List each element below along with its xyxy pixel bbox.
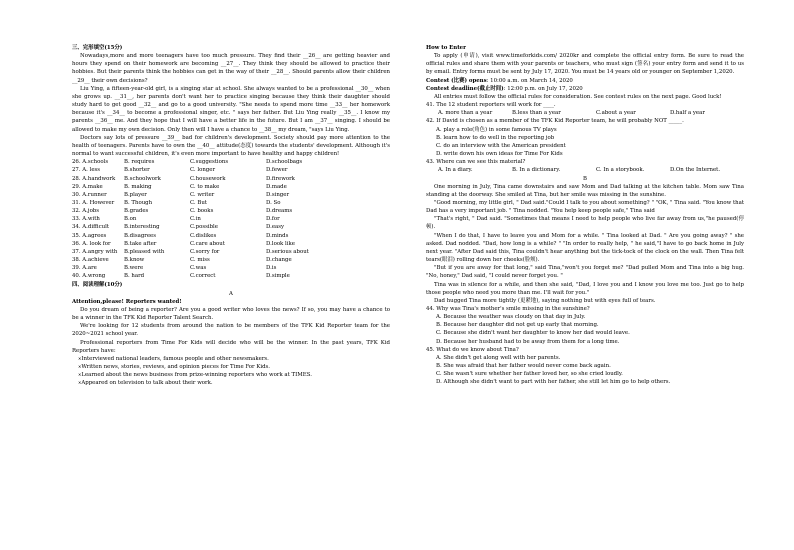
q45-option: C. She wasn't sure whether her father loved her, so she cried loudly. <box>436 371 623 378</box>
passage-b-paragraph: "That's right, " Dad said. "Sometimes that means I need to help people who live far away from us,"he paused(停顿). <box>426 216 744 231</box>
passage-b-paragraph: Dad hugged Tina more tightly (更紧地), saying nothing but with eyes full of tears. <box>434 297 656 304</box>
cloze-option: C. longer <box>190 167 216 174</box>
bullet-text: Appeared on television to talk about their work. <box>81 380 213 387</box>
cloze-option: 29. A.make <box>72 183 103 190</box>
cloze-option: B.disagrees <box>124 232 157 239</box>
passage-b-paragraph: One morning in July, Tina came downstairs and saw Mom and Dad talking at the kitchen table. Mom saw Tina standing at the doorway. She smiled at Tina, but her smile was missing in the sunshine. <box>426 183 744 198</box>
cloze-option: 39. A.are <box>72 265 97 272</box>
cloze-option: 33. A.with <box>72 216 100 223</box>
cloze-option: D.minds <box>266 232 289 239</box>
cloze-option: 38. A.achieve <box>72 257 109 264</box>
cloze-option-row <box>72 232 390 240</box>
bullet-icon: ✕ <box>78 355 82 361</box>
cloze-option: B.on <box>124 216 137 223</box>
cloze-option: D.schoolbags <box>266 159 303 166</box>
q41-option: B.less than a year <box>512 110 561 117</box>
cloze-option: B. hard <box>124 273 145 280</box>
cloze-option: B.know <box>124 257 145 264</box>
contest-opens-value: : 10:00 a.m. on March 14, 2020 <box>486 77 573 84</box>
cloze-options <box>72 158 390 280</box>
cloze-option: 31. A. However <box>72 199 115 206</box>
q41-option: C.about a year <box>596 110 636 117</box>
cloze-option: D. So <box>266 199 281 206</box>
cloze-option: B. Though <box>124 199 153 206</box>
cloze-option: D.simple <box>266 273 290 280</box>
cloze-option: C.in <box>190 216 201 223</box>
passage-b-paragraph: Tina was in silence for a while, and then she said, "Dad, I love you and I know you love me too. Just go to help those people who need you more than me. I'll wait for you." <box>426 281 744 296</box>
cloze-paragraph: Liu Ying, a fifteen-year-old girl, is a singing star at school. She always wanted to be a professional __30__ when she grows up. __31__, her parents don't want her to practice singing because they think their daughter should study hard to get good __32__ and go to a good university. "She needs to spend more time __33__ her homework because it's __34__ to become a professional singer, etc. " says her father. But Liu Ying really __35__. I know my parents __36__ me. And they hope that I will have a better life in the future. But I am __37__ singing. I should be allowed to make my own decision. Only then will I have a chance to __38__ my dream, "says Liu Ying. <box>72 85 390 133</box>
cloze-option: 28. A.handwork <box>72 175 116 182</box>
cloze-option: 37. A.angry with <box>72 248 118 255</box>
q42-option: D. write down his own ideas for Time For Kids <box>436 151 563 158</box>
cloze-option: 27. A. less <box>72 167 101 174</box>
passage-a-label: A <box>229 290 233 297</box>
passage-a-bullets <box>72 355 390 388</box>
cloze-option-row <box>72 158 390 166</box>
passage-a-paragraph: Do you dream of being a reporter? Are you a good writer who loves the news? If so, you may have a chance to be a winner in the TFK Kid Reporter Talent Search. <box>72 307 390 322</box>
cloze-option: 30. A.runner <box>72 191 107 198</box>
q45-option: A. She didn't get along well with her parents. <box>436 354 561 361</box>
cloze-option: 26. A.schools <box>72 159 109 166</box>
bullet-text: Interviewed national leaders, famous people and other newsmakers. <box>81 355 269 362</box>
q45-option: B. She was afraid that her father would never come back again. <box>436 363 611 370</box>
cloze-option: B.player <box>124 191 147 198</box>
cloze-option: B.shorter <box>124 167 150 174</box>
q41-option: D.half a year <box>670 110 705 117</box>
cloze-option: B.take after <box>124 240 157 247</box>
cloze-option: C.possible <box>190 224 218 231</box>
cloze-option-row <box>72 207 390 215</box>
cloze-option: B.grades <box>124 208 149 215</box>
cloze-option: B.were <box>124 265 144 272</box>
cloze-option: D.easy <box>266 224 285 231</box>
q43-option: A. In a diary. <box>438 167 473 174</box>
cloze-option: D.is <box>266 265 277 272</box>
q42-option: B. learn how to do well in the reporting job <box>436 134 555 141</box>
section3-title: 三、完形填空(15分) <box>72 45 123 51</box>
contest-deadline-label: Contest deadline(截止时间) <box>426 85 504 92</box>
cloze-option-row <box>72 215 390 223</box>
contest-deadline-value: : 12:00 p.m. on July 17, 2020 <box>503 85 583 92</box>
cloze-option: C. miss <box>190 257 210 264</box>
cloze-option: D.for <box>266 216 280 223</box>
passage-b-paragraph: "But if you are away for that long," said Tina,"won't you forget me? "Dad pulled Mom and Tina into a big hug. "No, honey," Dad said, "I could never forget you. " <box>426 265 744 280</box>
left-column <box>72 44 390 388</box>
passage-b-paragraph: "Good morning, my little girl, " Dad said."Could I talk to you about something? " "OK, " Tina said. "You know that Dad has a very important job. " Tina nodded. "You help keep people safe," Tina said <box>426 199 744 215</box>
cloze-option-row <box>72 183 390 191</box>
q42-option: C. do an interview with the American president <box>436 142 566 149</box>
cloze-option: D.fewer <box>266 167 288 174</box>
cloze-option: C. books <box>190 208 214 215</box>
cloze-option: C.housework <box>190 175 226 182</box>
cloze-option: C. to make <box>190 183 220 190</box>
q43-options <box>426 166 744 174</box>
cloze-option-row <box>72 248 390 256</box>
cloze-option-row <box>72 199 390 207</box>
cloze-option-row <box>72 191 390 199</box>
cloze-passage <box>72 52 390 158</box>
bullet-item <box>72 363 390 371</box>
bullet-icon: ✕ <box>78 380 82 386</box>
passage-a-paragraph: Professional reporters from Time For Kids will decide who will be the winner. In the past years, TFK Kid Reporters have: <box>72 339 390 354</box>
how-to-enter-text: To apply (申请), visit www.timeforkids.com/ 2020kr and complete the official entry form. Be sure to read the official rules and share them with your parents or teachers, who must sign (签名) your entry form and send it to us by email. Entry forms must be sent by July 17, 2020. You must be 14 years old or younger on September 1,2020. <box>426 53 744 76</box>
q44-option: B. Because her daughter did not get up early that morning. <box>436 322 599 329</box>
cloze-option-row <box>72 264 390 272</box>
cloze-paragraph: Nowadays,more and more teenagers have too much pressure. They find their __26__ are getting heavier and hours they spend on their homework are becoming __27__. They think they should be allowed to practice their hobbies. But their parents think the hobbies can get in the way of their __28__. Should parents allow their children __29__ their own decisions? <box>72 53 390 84</box>
question-43: 43. Where can we see this material? <box>426 159 526 166</box>
bullet-icon: ✕ <box>78 364 82 370</box>
cloze-option-row <box>72 272 390 280</box>
q45-option: D. Although she didn't want to part with her father, she still let him go to help others. <box>436 379 671 386</box>
contest-opens <box>426 77 744 85</box>
rules-note: All entries must follow the official rules for consideration. See contest rules on the next page. Good luck! <box>434 93 722 100</box>
cloze-option: C.suggestions <box>190 159 229 166</box>
cloze-option: D.change <box>266 257 292 264</box>
cloze-option: 36. A. look for <box>72 240 111 247</box>
cloze-option: D.look like <box>266 240 295 247</box>
passage-a-title: Attention,please! Reporters wanted! <box>72 298 182 305</box>
cloze-option: B.schoolwork <box>124 175 161 182</box>
cloze-option-row <box>72 223 390 231</box>
q41-option: A. more than a year <box>438 110 493 117</box>
q43-option: C. In a storybook. <box>596 167 645 174</box>
q44-option: A. Because the weather was cloudy on that day in July. <box>436 314 586 321</box>
cloze-option: B. making <box>124 183 152 190</box>
bullet-item <box>72 371 390 379</box>
cloze-option: 35. A.agrees <box>72 232 107 239</box>
bullet-text: Written news, stories, reviews, and opinion pieces for Time For Kids. <box>81 364 271 371</box>
q42-option: A. play a role(角色) in some famous TV plays <box>436 126 557 133</box>
cloze-option: D.serious about <box>266 248 309 255</box>
cloze-option: D.made <box>266 183 287 190</box>
bullet-icon: ✕ <box>78 372 82 378</box>
cloze-option-row <box>72 256 390 264</box>
cloze-option: B.interesting <box>124 224 160 231</box>
q44-option: D. Because her husband had to be away from them for a long time. <box>436 338 620 345</box>
right-column <box>426 44 744 387</box>
section4-title: 四、阅读理解(10分) <box>72 281 123 288</box>
q43-option: D.On the Internet. <box>670 167 721 174</box>
passage-b-label: B <box>583 175 587 182</box>
cloze-option: B. requires <box>124 159 155 166</box>
q43-option: B. In a dictionary. <box>512 167 561 174</box>
contest-deadline <box>426 85 744 93</box>
question-41: 41. The 12 student reporters will work for ____. <box>426 102 556 109</box>
cloze-option: C.sorry for <box>190 248 220 255</box>
passage-a-paragraph: We're looking for 12 students from around the nation to be members of the TFK Kid Reporter team for the 2020~2021 school year. <box>72 323 390 338</box>
cloze-option: C.correct <box>190 273 216 280</box>
cloze-option: C.care about <box>190 240 225 247</box>
question-44: 44. Why was Tina's mother's smile missing in the sunshine? <box>426 306 590 312</box>
passage-b-paragraph: "When I do that, I have to leave you and Mom for a while. " Tina looked at Dad. " Are you going away? " she asked. Dad nodded. "Dad, how long is a while? " "In order to really help, " he said,"I have to go back home in July next year. "After Dad said this, Tina couldn't hear anything but the tick-tock of the clock on the wall. Then Tina felt tears(眼泪) rolling down her cheeks(脸颊). <box>426 232 744 264</box>
cloze-paragraph: Doctors say lots of pressure __39__ bad for children's development. Society should pay more attention to the health of teenagers. Parents have to own the __40__ attitude(态度) towards the students' development. Although it's normal to want successful children, it's even more important to have healthy and happy children! <box>72 134 390 158</box>
cloze-option: B.pleased with <box>124 248 165 255</box>
cloze-option-row <box>72 240 390 248</box>
contest-opens-label: Contest (比赛) opens <box>426 77 487 84</box>
q44-option: C. Because she didn't want her daughter to know her dad would leave. <box>436 330 630 337</box>
bullet-item <box>72 379 390 387</box>
cloze-option-row <box>72 175 390 183</box>
cloze-option-row <box>72 166 390 174</box>
cloze-option: C.was <box>190 265 207 272</box>
cloze-option: D.firework <box>266 175 295 182</box>
question-42: 42. If David is chosen as a member of the TFK Kid Reporter team, he will probably NOT _____. <box>426 118 684 125</box>
cloze-option: 34. A.difficult <box>72 224 110 231</box>
cloze-option: 40. A.wrong <box>72 273 106 280</box>
cloze-option: C.dislikes <box>190 232 217 239</box>
bullet-text: Learned about the news business from prize-winning reporters who work at TIMES. <box>81 372 312 379</box>
cloze-option: D.dreams <box>266 208 293 215</box>
q41-options <box>426 109 744 117</box>
cloze-option: C. But <box>190 199 207 206</box>
cloze-option: C. writer <box>190 191 215 198</box>
how-to-enter-title: How to Enter <box>426 45 466 51</box>
bullet-item <box>72 355 390 363</box>
cloze-option: D.singer <box>266 191 290 198</box>
question-45: 45. What do we know about Tina? <box>426 346 519 353</box>
cloze-option: 32. A.jobs <box>72 208 100 215</box>
